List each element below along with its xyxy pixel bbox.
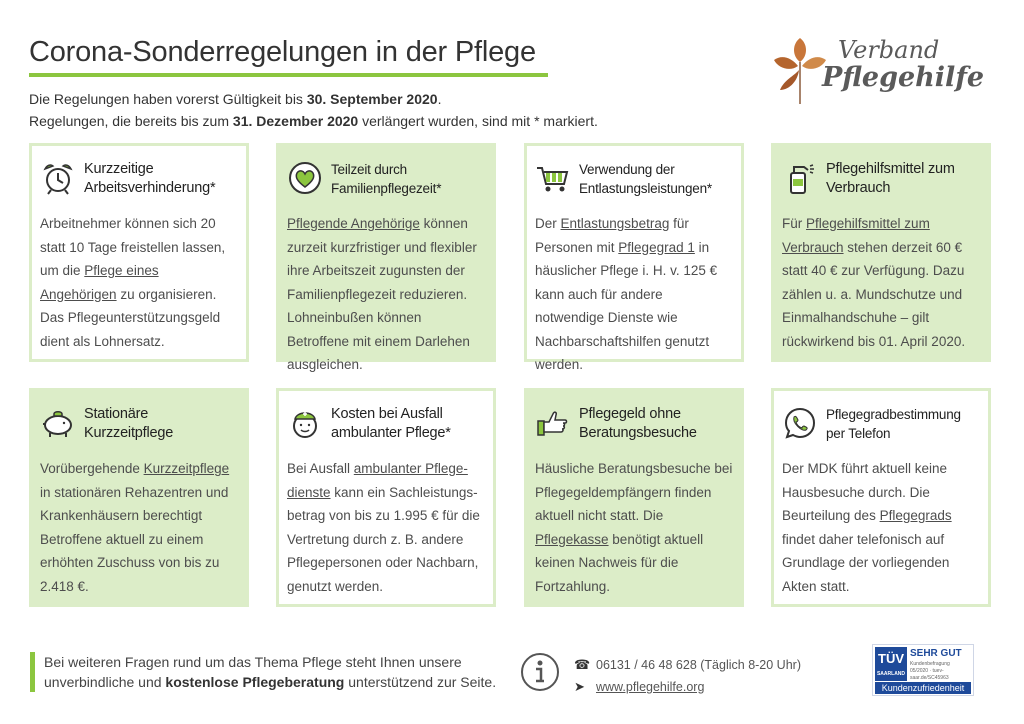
- card-title: Teilzeit durch Familienpflegezeit*: [331, 162, 442, 196]
- verband-pflegehilfe-logo: [770, 34, 990, 109]
- title-underline: [29, 73, 548, 77]
- card-title: Stationäre Kurzzeitpflege: [84, 406, 174, 441]
- contact-phone: ☎ 06131 / 46 48 628 (Täglich 8-20 Uhr): [574, 654, 801, 676]
- link-pflege-angehoeriger[interactable]: Pflege eines Angehörigen: [40, 263, 159, 302]
- link-pflegende-angehoerige[interactable]: Pflegende Angehörige: [287, 216, 420, 231]
- hand-pointing-icon: [535, 405, 571, 441]
- card-title: Verwendung der Entlastungsleistungen*: [579, 162, 712, 196]
- phone-icon: [782, 405, 818, 441]
- alarm-clock-icon: [40, 160, 76, 196]
- intro-line-1: Die Regelungen haben vorerst Gültigkeit bis 30. September 2020.: [29, 91, 442, 107]
- contact-info: [574, 654, 801, 698]
- link-kurzzeitpflege[interactable]: Kurzzeitpflege: [143, 461, 230, 476]
- leaves-icon: [770, 34, 830, 109]
- card-body: Der Entlastungsbetrag für Personen mit Pflegegrad 1 in häuslicher Pflege i. H. v. 125 € kann auch für andere notwendige Dienste wie Nachbarschaftshilfen genutzt werden.: [535, 216, 718, 372]
- card-title: Kurzzeitige Arbeitsverhinderung*: [84, 161, 216, 196]
- tuev-subtext: Kundenbefragung 05/2020 · tuev-saar.de/SC45963: [910, 661, 950, 681]
- arrow-right-icon: ➤: [574, 679, 585, 694]
- card-body: Der MDK führt aktuell keine Hausbesuche durch. Die Beurteilung des Pflegegrads findet daher telefonisch auf Grundlage der vorliegenden Akten statt.: [782, 461, 952, 594]
- link-pflegehilfsmittel[interactable]: Pflegehilfsmittel zum Verbrauch: [782, 216, 930, 255]
- card-pflegegeld-beratungsbesuche: [524, 388, 744, 607]
- kostenlose-pflegeberatung: kostenlose Pflegeberatung: [165, 674, 345, 690]
- card-title: Pflegegradbestimmung per Telefon: [826, 407, 961, 441]
- card-kurzzeitige-arbeitsverhinderung: [29, 143, 249, 362]
- card-pflegehilfsmittel: [771, 143, 991, 362]
- card-title: Kosten bei Ausfall ambulanter Pflege*: [331, 406, 451, 441]
- logo-word-verband: Verband: [838, 36, 940, 64]
- card-body: Bei Ausfall ambulanter Pflege-dienste kann ein Sachleistungs-betrag von bis zu 1.995 € für die Vertretung durch z. B. andere Pflegepersonen oder Nachbarn, genutzt werden.: [287, 461, 480, 594]
- contact-website: [574, 676, 801, 698]
- page-title: Corona-Sonderregelungen in der Pflege: [29, 36, 536, 68]
- card-ausfall-ambulanter-pflege: [276, 388, 496, 607]
- tuev-band: Kundenzufriedenheit: [875, 682, 971, 694]
- card-body: Pflegende Angehörige können zurzeit kurzfristiger und flexibler ihre Arbeitszeit zugunsten der Familienpflegezeit reduzieren. Lohneinbußen können Betroffene mit einem Darlehen ausgleichen.: [287, 216, 477, 372]
- card-body: Für Pflegehilfsmittel zum Verbrauch stehen derzeit 60 € statt 40 € zur Verfügung. Dazu zählen u. a. Mundschutze und Einmalhandschuhe – gilt rückwirkend bis 01. April 2020.: [782, 216, 966, 349]
- link-pflegegrad-1[interactable]: Pflegegrad 1: [618, 239, 695, 255]
- footer-accent-bar: [30, 652, 35, 692]
- heart-icon: [287, 160, 323, 196]
- card-body: Arbeitnehmer können sich 20 statt 10 Tage freistellen lassen, um die Pflege eines Angehörigen zu organisieren. Das Pflegeunterstützungsgeld dient als Lohnersatz.: [40, 216, 226, 349]
- link-ambulanter-pflegedienste[interactable]: ambulanter Pflege-dienste: [287, 461, 468, 500]
- card-body: Häusliche Beratungsbesuche bei Pflegegeldempfängern finden aktuell nicht statt. Die Pflegekasse benötigt aktuell keinen Nachweis für die Fortzahlung.: [535, 461, 733, 594]
- intro-text: [29, 88, 598, 132]
- card-pflegegradbestimmung-telefon: [771, 388, 991, 607]
- tuev-logo: TÜV SAARLAND: [875, 647, 907, 681]
- logo-word-pflegehilfe: Pflegehilfe: [822, 62, 985, 93]
- tuev-badge: [872, 644, 974, 696]
- link-pflegekasse[interactable]: Pflegekasse: [535, 531, 609, 547]
- intro-line-2: Regelungen, die bereits bis zum 31. Dezember 2020 verlängert wurden, sind mit * markiert.: [29, 113, 598, 129]
- shopping-cart-icon: [535, 160, 571, 196]
- website-link[interactable]: www.pflegehilfe.org: [596, 680, 705, 694]
- spray-bottle-icon: [782, 160, 818, 196]
- card-title: Pflegehilfsmittel zum Verbrauch: [826, 161, 955, 196]
- telephone-icon: ☎: [574, 657, 591, 672]
- card-body: Vorübergehende Kurzzeitpflege in stationären Rehazentren und Krankenhäusern berechtigt Betroffene aktuell zu einem erhöhten Zuschuss von bis zu 2.418 €.: [40, 461, 230, 594]
- piggy-bank-icon: [40, 405, 76, 441]
- card-teilzeit-familienpflegezeit: [276, 143, 496, 372]
- card-title: Pflegegeld ohne Beratungsbesuche: [579, 406, 697, 441]
- card-stationaere-kurzzeitpflege: [29, 388, 249, 607]
- tuev-grade: SEHR GUT: [910, 648, 962, 659]
- footer-text: Bei weiteren Fragen rund um das Thema Pflege steht Ihnen unsere unverbindliche und kostenlose Pflegeberatung unterstützend zur Seite.: [44, 654, 497, 690]
- link-pflegegrads[interactable]: Pflegegrads: [879, 508, 952, 523]
- info-icon: [520, 652, 560, 692]
- nurse-icon: [287, 405, 323, 441]
- card-entlastungsleistungen: [524, 143, 744, 372]
- link-entlastungsbetrag[interactable]: Entlastungsbetrag: [560, 216, 670, 231]
